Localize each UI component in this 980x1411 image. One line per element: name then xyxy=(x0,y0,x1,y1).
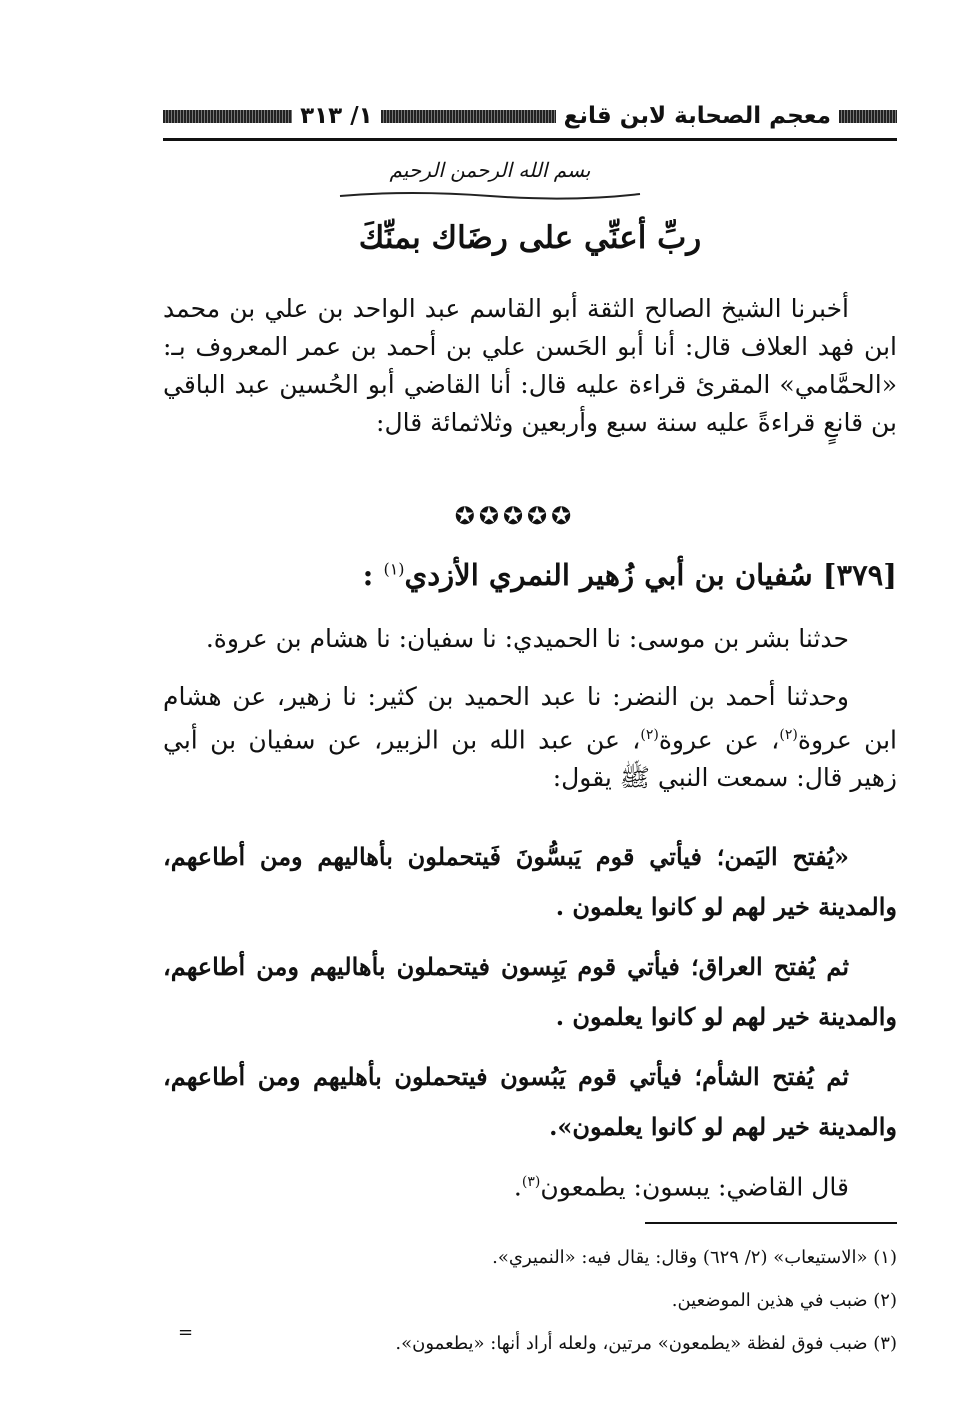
header-ornament-middle xyxy=(381,110,556,123)
entry-colon: : xyxy=(362,558,374,592)
qadi-text: قال القاضي: يبسون: يطمعون xyxy=(540,1172,849,1202)
running-header xyxy=(163,98,897,134)
margin-mark: = xyxy=(178,1322,194,1343)
chain2-part-a: وحدثنا أحمد بن النضر: نا عبد الحميد بن كثير: نا زهير، عن هشام ابن عروة xyxy=(163,682,898,755)
chain2-part-c: ، عن عبد الله بن الزبير، عن سفيان بن أبي زهير قال: سمعت النبي ﷺ يقول: xyxy=(163,725,897,793)
entry-name: سُفيان بن أبي زُهير النمري الأزدي xyxy=(404,558,813,592)
chain2-footnote-ref-1: (٢) xyxy=(779,727,798,743)
header-rule xyxy=(163,138,897,141)
basmala-calligraphy xyxy=(330,158,650,206)
hadith-paragraph-iraq: ثم يُفتح العراق؛ فيأتي قوم يَبِسون فيتحملون بأهاليهم ومن أطاعهم، والمدينة خير لهم لو كانوا يعلمون . xyxy=(163,952,897,1031)
chain-of-narration-2 xyxy=(163,678,897,797)
entry-number: [٣٧٩] xyxy=(822,558,897,592)
qadi-comment xyxy=(163,1163,897,1206)
isnad-introduction: أخبرنا الشيخ الصالح الثقة أبو القاسم عبد الواحد بن علي بن محمد ابن فهد العلاف قال: أنا أبو الحَسن علي بن أحمد بن عمر المعروف بـ: «الحمَّامي» المقرئ قراءة عليه قال: أنا القاضي أبو الحُسين عبد الباقي بن قانعٍ قراءةً عليه سنة سبع وأربعين وثلاثمائة قال: xyxy=(163,294,897,437)
qadi-footnote-ref: (٣) xyxy=(521,1174,541,1190)
hadith-paragraph-yemen: «يُفتح اليَمن؛ فيأتي قوم يَبسُّونَ فَيتحملون بأهاليهم ومن أطاعهم، والمدينة خير لهم لو كانوا يعلمون . xyxy=(163,842,897,921)
entry-footnote-ref: (١) xyxy=(383,559,405,579)
entry-heading xyxy=(362,558,897,592)
section-separator-stars: ✪✪✪✪✪ xyxy=(454,502,576,530)
qadi-end: . xyxy=(513,1172,522,1202)
book-title: معجم الصحابة لابن قانع xyxy=(563,103,831,129)
invocation-line: ربِّ أعنِّي على رضَاك بمنِّكَ xyxy=(358,220,702,256)
footnotes xyxy=(300,1236,897,1365)
page-number: ١/ ٣١٣ xyxy=(300,103,373,129)
footnote-2: (٢) ضبب في هذين الموضعين. xyxy=(671,1290,897,1311)
footnote-3: (٣) ضبب فوق لفظة «يطمعون» مرتين، ولعله أراد أنها: «يطعمون». xyxy=(395,1333,897,1354)
basmala-text: بسم الله الرحمن الرحيم xyxy=(389,158,591,182)
chain2-part-b: ، عن عروة xyxy=(658,725,780,755)
header-ornament-right xyxy=(839,110,897,123)
basmala-flourish-icon xyxy=(330,188,650,202)
hadith-paragraph-sham: ثم يُفتح الشأم؛ فيأتي قوم يَبُسون فيتحملون بأهليهم ومن أطاعهم، والمدينة خير لهم لو كانوا يعلمون». xyxy=(163,1062,897,1141)
chain2-footnote-ref-2: (٢) xyxy=(640,727,659,743)
header-ornament-left xyxy=(163,110,292,123)
footnote-rule xyxy=(645,1222,897,1224)
chain-of-narration-1: حدثنا بشر بن موسى: نا الحميدي: نا سفيان: نا هشام بن عروة. xyxy=(205,624,849,653)
footnote-1: (١) «الاستيعاب» (٢/ ٦٢٩) وقال: يقال فيه: «النميري». xyxy=(492,1247,897,1268)
